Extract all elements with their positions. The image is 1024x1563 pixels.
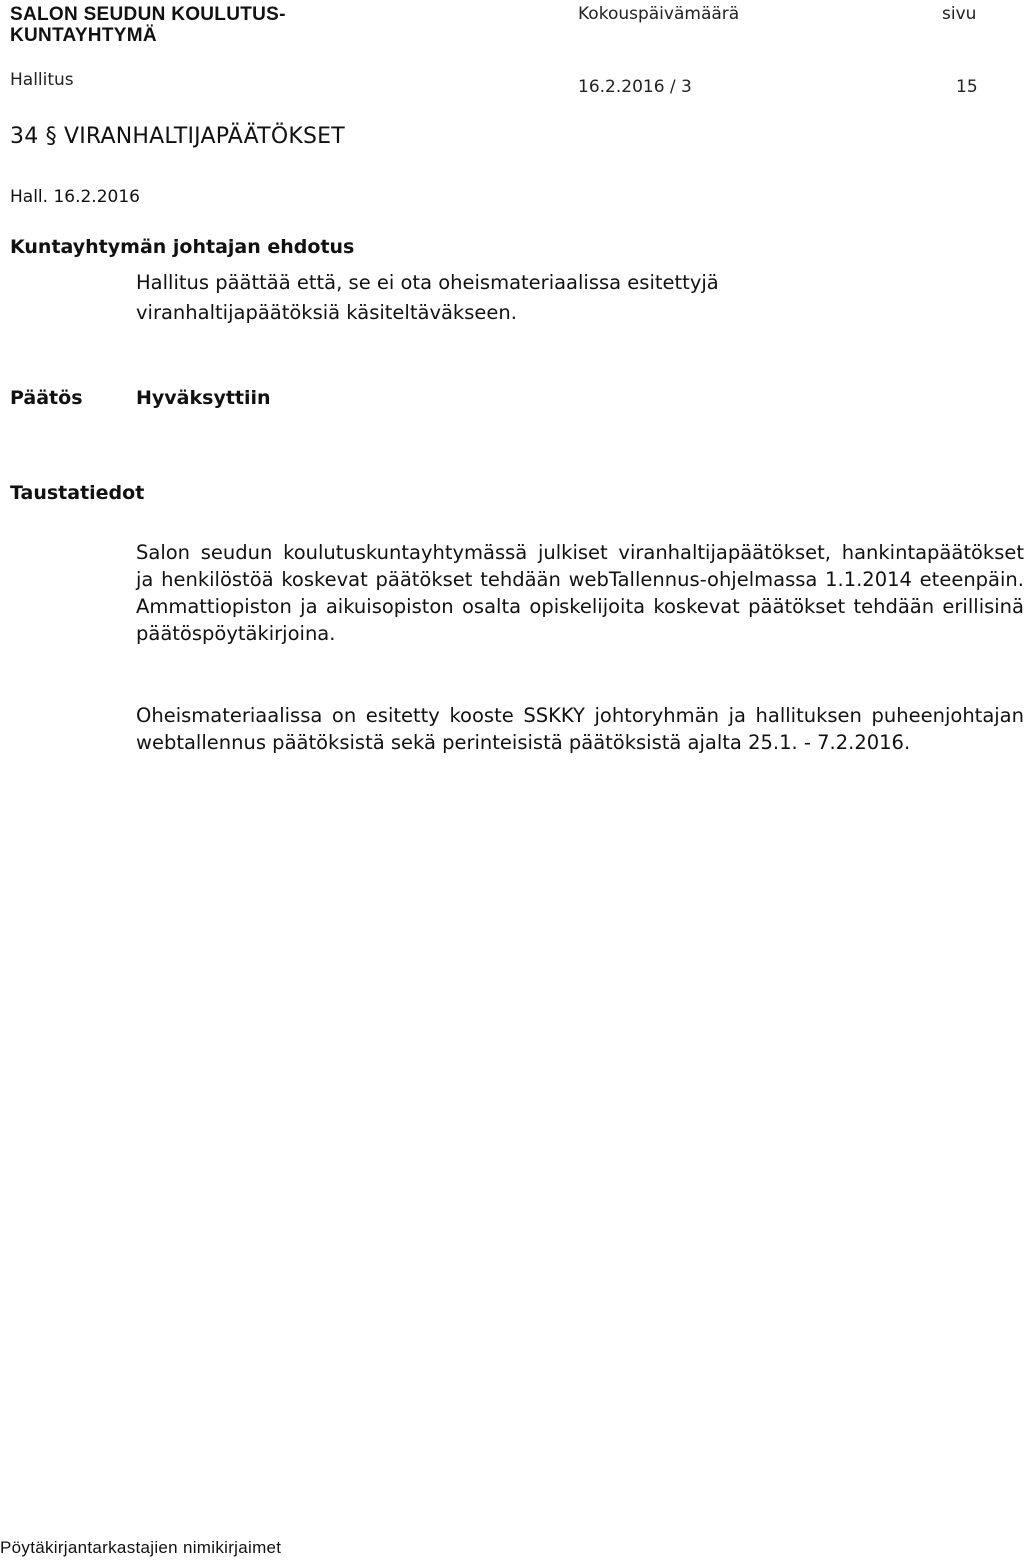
page-label: sivu (942, 4, 977, 24)
background-heading: Taustatiedot (10, 482, 145, 504)
background-paragraph-2-text: Oheismateriaalissa on esitetty kooste SSKKY johtoryhmän ja hallituksen puheenjohtajan webtallennus päätöksistä sekä perinteisistä päätöksistä ajalta 25.1. - 7.2.2016. (136, 704, 1024, 754)
hall-date: Hall. 16.2.2016 (10, 187, 140, 207)
footer-initials-label: Pöytäkirjantarkastajien nimikirjaimet (0, 1538, 282, 1557)
body-name: Hallitus (10, 70, 74, 90)
section-title: 34 § VIRANHALTIJAPÄÄTÖKSET (10, 124, 345, 149)
meeting-date-label: Kokouspäivämäärä (578, 4, 740, 24)
decision-label: Päätös (10, 387, 83, 409)
background-paragraph-1 (136, 539, 1024, 647)
organization-name-line1: SALON SEUDUN KOULUTUS- (10, 4, 286, 25)
meeting-date-value: 16.2.2016 / 3 (578, 77, 692, 97)
background-paragraph-1-text: Salon seudun koulutuskuntayhtymässä julkiset viranhaltijapäätökset, hankintapäätökset ja henkilöstöä koskevat päätökset tehdään webTallennus-ohjelmassa 1.1.2014 eteenpäin. Ammattiopiston ja aikuisopiston osalta opiskelijoita koskevat päätökset tehdään erillisinä päätöspöytäkirjoina. (136, 541, 1024, 645)
proposal-line1: Hallitus päättää että, se ei ota oheismateriaalissa esitettyjä (136, 271, 719, 294)
organization-name (10, 4, 286, 46)
proposal-line2: viranhaltijapäätöksiä käsiteltäväkseen. (136, 301, 517, 324)
page-number: 15 (956, 77, 978, 97)
proposal-heading: Kuntayhtymän johtajan ehdotus (10, 236, 355, 258)
decision-value: Hyväksyttiin (136, 387, 271, 409)
organization-name-line2: KUNTAYHTYMÄ (10, 25, 157, 46)
background-paragraph-2 (136, 702, 1024, 756)
